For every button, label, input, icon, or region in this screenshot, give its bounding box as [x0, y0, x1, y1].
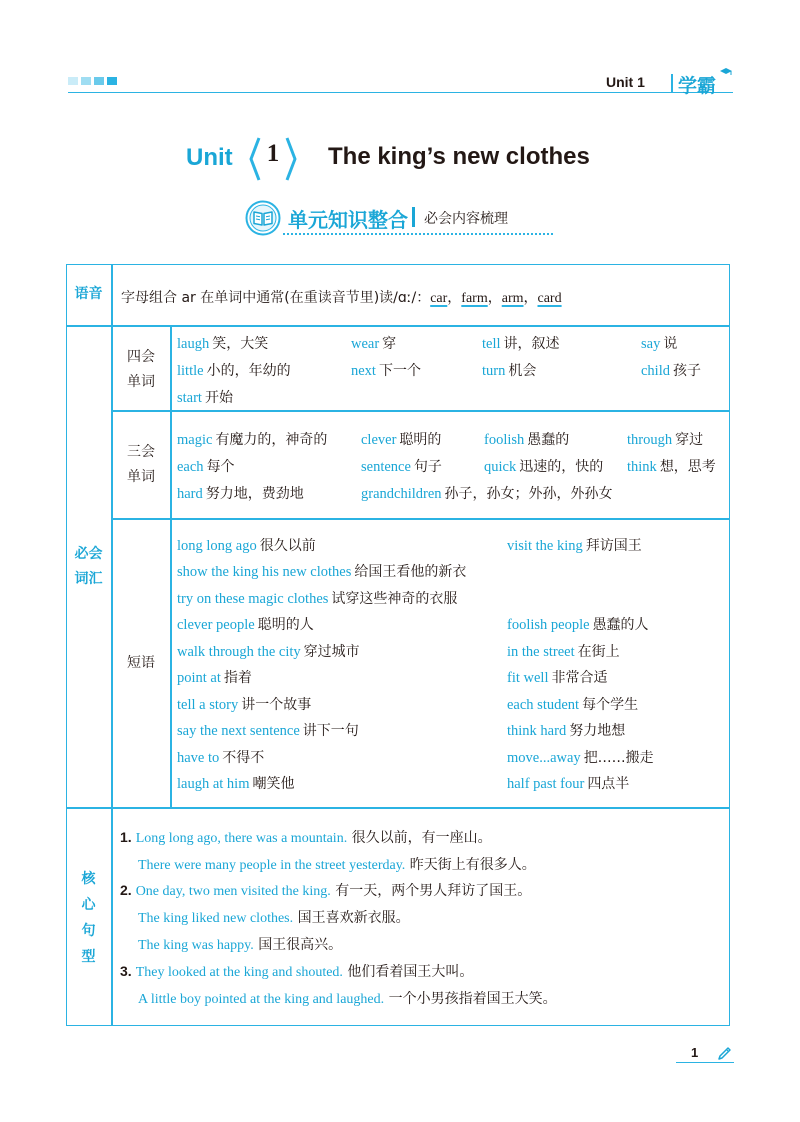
phrase-en: tell a story	[177, 697, 239, 713]
phrases-label: 短语	[127, 655, 155, 671]
phrase-item	[177, 641, 360, 661]
word-item	[641, 360, 701, 380]
example-word: farm	[461, 291, 488, 306]
word-zh: 努力地，费劲地	[205, 486, 304, 502]
brand-logo: 学霸	[678, 75, 717, 97]
word-en: turn	[482, 363, 506, 379]
sentence-zh: 昨天街上有很多人。	[409, 857, 536, 873]
four-skill-label-text: 四会单词	[127, 349, 155, 390]
phrase-item	[507, 614, 649, 634]
word-zh: 聪明的	[399, 432, 442, 448]
sentence-en: The king was happy.	[138, 938, 254, 953]
word-zh: 句子	[413, 459, 442, 475]
phrase-item	[507, 747, 654, 767]
sentence-line	[138, 907, 410, 927]
phrase-zh: 很久以前	[259, 538, 316, 554]
word-item	[177, 360, 291, 380]
phrase-zh: 穿过城市	[303, 644, 360, 660]
sentence-en: One day, two men visited the king.	[135, 884, 331, 899]
phrase-zh: 努力地想	[569, 723, 626, 739]
word-en: laugh	[177, 336, 210, 352]
phrase-en: show the king his new clothes	[177, 564, 352, 580]
word-zh: 孩子	[673, 363, 701, 379]
word-item	[627, 429, 703, 449]
sentence-number: 3.	[120, 963, 132, 979]
word-item	[177, 387, 233, 407]
phrase-item	[507, 694, 638, 714]
word-en: child	[641, 363, 670, 379]
word-separator: ，	[447, 290, 462, 306]
phrase-zh: 聪明的人	[257, 617, 314, 633]
sentence-en: Long long ago, there was a mountain.	[135, 831, 348, 846]
phrase-item	[507, 535, 642, 555]
word-en: magic	[177, 432, 213, 448]
three-skill-label	[112, 440, 170, 489]
word-en: quick	[484, 459, 517, 475]
phrase-en: think hard	[507, 723, 567, 739]
word-item	[351, 333, 396, 353]
phrase-item	[177, 720, 359, 740]
pencil-icon	[716, 1046, 732, 1062]
word-en: each	[177, 459, 204, 475]
sentence-line	[120, 961, 473, 981]
unit-word: Unit	[186, 144, 233, 171]
word-en: tell	[482, 336, 501, 352]
phrase-en: say the next sentence	[177, 723, 300, 739]
example-word: car	[430, 291, 448, 306]
word-item	[482, 360, 536, 380]
four-skill-label	[112, 345, 170, 394]
word-en: start	[177, 390, 202, 406]
phrase-zh: 在街上	[577, 644, 620, 660]
vocab-label	[66, 542, 111, 591]
core-sentences-label	[66, 866, 111, 970]
table-row-divider	[111, 410, 730, 412]
sentence-en: There were many people in the street yesterday.	[138, 858, 406, 873]
word-en: next	[351, 363, 376, 379]
page-number: 1	[691, 1045, 699, 1060]
word-en: wear	[351, 336, 380, 352]
word-zh: 有魔力的，神奇的	[215, 432, 328, 448]
section-dotted-rule	[283, 233, 553, 235]
sentence-zh: 他们看着国王大叫。	[347, 964, 474, 980]
table-row-divider	[111, 518, 730, 520]
phrase-en: foolish people	[507, 617, 590, 633]
label-char: 核	[81, 871, 96, 887]
word-zh: 穿	[382, 336, 397, 352]
vocab-label-text: 必会词汇	[74, 546, 103, 587]
sentence-line	[120, 880, 531, 900]
phrase-en: visit the king	[507, 538, 583, 554]
word-item	[177, 429, 327, 449]
sentence-zh: 国王喜欢新衣服。	[297, 910, 410, 926]
word-item	[627, 456, 716, 476]
phrase-item	[177, 588, 457, 608]
phrase-en: move...away	[507, 750, 581, 766]
phrase-zh: 给国王看他的新衣	[354, 564, 467, 580]
sentence-number: 2.	[120, 882, 132, 898]
phrase-zh: 讲下一句	[302, 723, 359, 739]
footer-rule	[676, 1062, 734, 1063]
phrase-en: point at	[177, 670, 221, 686]
sentence-en: A little boy pointed at the king and laughed.	[138, 992, 385, 1007]
phrase-zh: 嘲笑他	[252, 776, 295, 792]
phrase-item	[177, 614, 314, 634]
word-zh: 小的，年幼的	[206, 363, 291, 379]
word-en: hard	[177, 486, 203, 502]
word-zh: 讲，叙述	[503, 336, 560, 352]
phrase-item	[177, 535, 316, 555]
word-zh: 愚蠢的	[527, 432, 570, 448]
phrase-item	[177, 667, 252, 687]
phrase-en: each student	[507, 697, 580, 713]
word-zh: 想，思考	[659, 459, 716, 475]
phrase-item	[507, 667, 607, 687]
pronunciation-label: 语音	[74, 286, 103, 302]
word-zh: 迅速的，快的	[519, 459, 604, 475]
example-word: arm	[501, 291, 524, 306]
phrase-zh: 愚蠢的人	[592, 617, 649, 633]
phrase-zh: 非常合适	[551, 670, 608, 686]
graduation-cap-icon	[719, 68, 733, 76]
word-zh: 穿过	[675, 432, 704, 448]
label-char: 型	[81, 949, 96, 965]
word-zh: 开始	[204, 390, 233, 406]
label-char: 句	[81, 923, 96, 939]
phrase-item	[507, 773, 629, 793]
sentence-line	[138, 988, 557, 1008]
header-unit-label: Unit 1	[606, 74, 645, 90]
word-en: sentence	[361, 459, 411, 475]
phrase-item	[177, 561, 466, 581]
sentence-number: 1.	[120, 829, 132, 845]
word-item	[361, 483, 613, 503]
table-row-divider	[66, 325, 730, 327]
word-item	[484, 456, 603, 476]
word-item	[177, 483, 304, 503]
pronunciation-text: 字母组合 ar 在单词中通常(在重读音节里)读/ɑː/：	[121, 290, 431, 306]
word-en: little	[177, 363, 204, 379]
phrase-en: in the street	[507, 644, 575, 660]
sentence-line	[120, 827, 492, 847]
phrase-zh: 拜访国王	[585, 538, 642, 554]
word-item	[361, 429, 441, 449]
lesson-title: The king’s new clothes	[328, 143, 590, 170]
header-decoration	[68, 77, 117, 85]
word-en: clever	[361, 432, 397, 448]
word-en: think	[627, 459, 657, 475]
phrase-en: walk through the city	[177, 644, 301, 660]
phrase-zh: 试穿这些神奇的衣服	[331, 591, 458, 607]
phrase-zh: 把……搬走	[583, 750, 654, 766]
example-word: card	[537, 291, 562, 306]
phrase-en: clever people	[177, 617, 255, 633]
phrase-en: try on these magic clothes	[177, 591, 329, 607]
word-item	[482, 333, 560, 353]
table-subcolumn-divider	[170, 325, 172, 808]
word-zh: 说	[663, 336, 678, 352]
word-en: grandchildren	[361, 486, 442, 502]
word-item	[177, 333, 268, 353]
sentence-zh: 很久以前，有一座山。	[351, 830, 492, 846]
section-subtitle: 必会内容梳理	[424, 211, 508, 227]
phrase-item	[177, 694, 311, 714]
sentence-en: The king liked new clothes.	[138, 911, 294, 926]
word-zh: 孙子，孙女；外孙，外孙女	[444, 486, 613, 502]
phrase-en: fit well	[507, 670, 549, 686]
sentence-zh: 国王很高兴。	[258, 937, 343, 953]
sentence-zh: 一个小男孩指着国王大笑。	[388, 991, 557, 1007]
three-skill-label-text: 三会单词	[127, 444, 155, 485]
phrase-zh: 不得不	[222, 750, 265, 766]
phrase-item	[507, 720, 625, 740]
phrase-item	[177, 773, 295, 793]
word-separator: ，	[523, 290, 538, 306]
phrase-zh: 指着	[223, 670, 252, 686]
table-row-divider	[66, 807, 730, 809]
word-zh: 笑，大笑	[212, 336, 269, 352]
phrase-zh: 四点半	[587, 776, 630, 792]
sentence-zh: 有一天，两个男人拜访了国王。	[335, 883, 532, 899]
header-rule	[68, 92, 733, 93]
phrase-en: have to	[177, 750, 220, 766]
word-item	[177, 456, 235, 476]
sentence-en: They looked at the king and shouted.	[135, 965, 343, 980]
sentence-line	[138, 934, 342, 954]
phrase-item	[177, 747, 264, 767]
section-divider	[412, 207, 415, 227]
word-en: foolish	[484, 432, 525, 448]
sentence-line	[138, 854, 536, 874]
phrase-zh: 每个学生	[582, 697, 639, 713]
word-item	[484, 429, 569, 449]
phrase-en: half past four	[507, 776, 585, 792]
word-item	[361, 456, 442, 476]
phrase-en: long long ago	[177, 538, 257, 554]
header-separator	[671, 74, 673, 92]
word-item	[351, 360, 421, 380]
section-title: 单元知识整合	[288, 208, 408, 232]
label-char: 心	[81, 897, 96, 913]
book-icon	[245, 200, 281, 236]
word-zh: 机会	[508, 363, 537, 379]
phrase-en: laugh at him	[177, 776, 250, 792]
word-zh: 下一个	[378, 363, 421, 379]
word-en: say	[641, 336, 661, 352]
word-item	[641, 333, 677, 353]
pronunciation-rule	[121, 287, 562, 307]
phrase-zh: 讲一个故事	[241, 697, 312, 713]
phrase-item	[507, 641, 620, 661]
unit-number: 1	[266, 140, 280, 167]
word-separator: ，	[487, 290, 502, 306]
word-en: through	[627, 432, 673, 448]
word-zh: 每个	[206, 459, 235, 475]
